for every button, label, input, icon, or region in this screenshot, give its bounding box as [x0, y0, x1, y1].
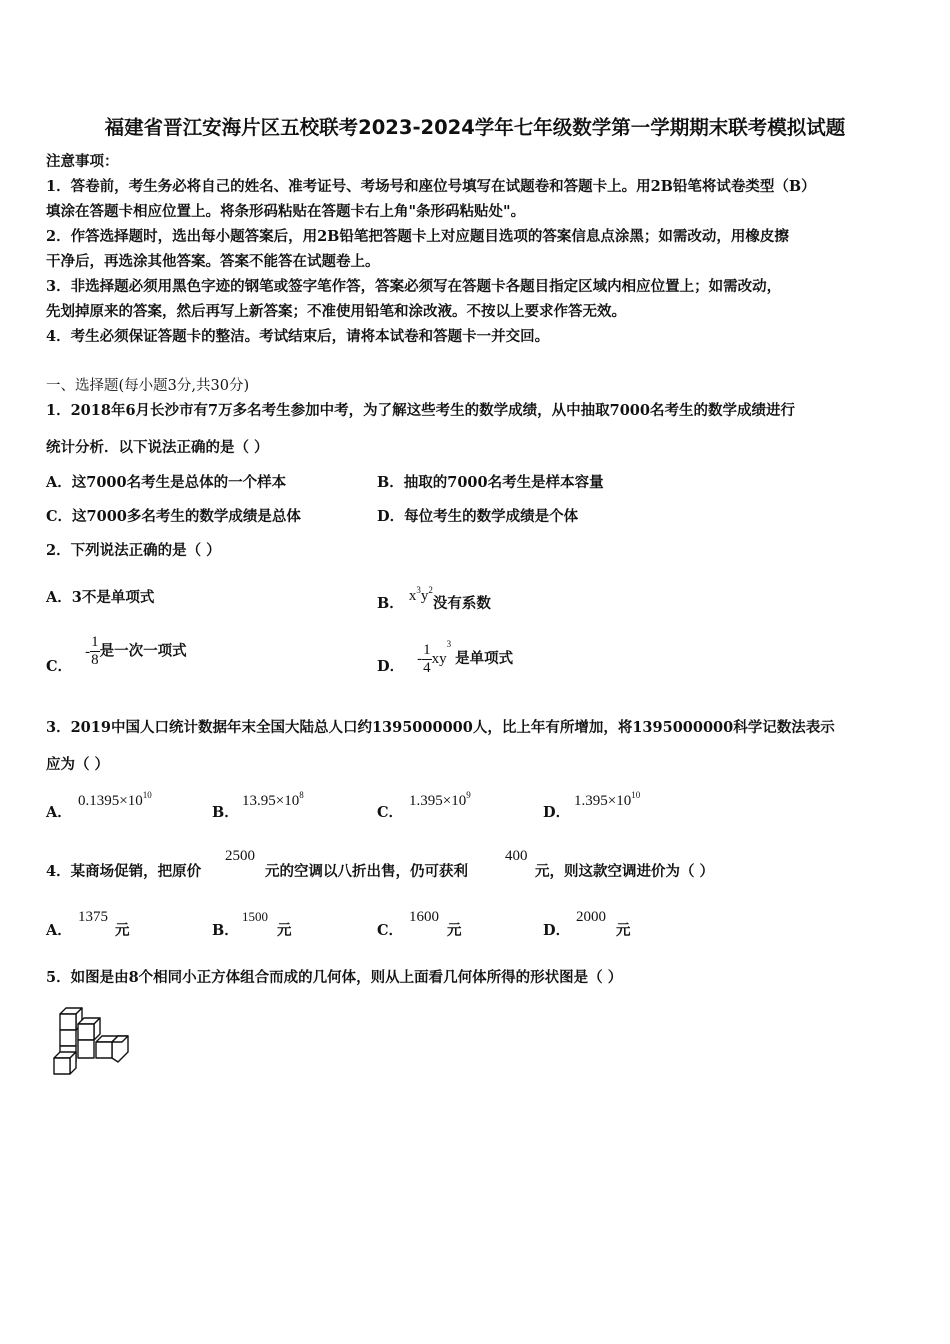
- q2-d-label: D．: [377, 658, 405, 675]
- cube-bottom-left-front: [54, 1058, 70, 1074]
- q3-c-value: [409, 790, 471, 810]
- q4-b-label: B．: [212, 922, 239, 939]
- q1-option-d: D．每位考生的数学成绩是个体: [377, 508, 579, 525]
- q4-stem-part-3: 元，则这款空调进价为（ ）: [535, 863, 715, 880]
- q2-c-sign: -: [85, 643, 91, 660]
- q3-b-exponent: 8: [299, 790, 304, 800]
- q2-b-text: 没有系数: [432, 595, 491, 612]
- q4-stem-part-2: 元的空调以八折出售，仍可获利: [265, 863, 468, 880]
- q2-b-y: y: [420, 588, 429, 604]
- q4-a-unit: 元: [115, 922, 130, 939]
- q2-b-x-exp: 3: [416, 585, 421, 595]
- cube-bottom-mid-front: [78, 1040, 94, 1058]
- q4-b-value: 1500: [242, 909, 268, 924]
- q2-c-fraction: [90, 634, 100, 669]
- cube-figure: [48, 1004, 134, 1078]
- q2-stem: 2．下列说法正确的是（ ）: [46, 542, 221, 559]
- q4-d-unit: 元: [616, 922, 631, 939]
- q2-a-text: 3不是单项式: [71, 589, 155, 606]
- q4-a-label: A．: [46, 922, 72, 939]
- q2-d-text: 是单项式: [455, 650, 514, 667]
- notice-line-4: 干净后，再选涂其他答案。答案不能答在试题卷上。: [46, 253, 380, 270]
- notice-heading: 注意事项：: [46, 153, 119, 170]
- q2-option-b: [377, 585, 491, 614]
- q4-b-unit: 元: [277, 922, 292, 939]
- q2-d-denominator: 4: [423, 659, 431, 676]
- q3-stem-2: 应为（ ）: [46, 756, 110, 773]
- q4-profit: 400: [505, 848, 528, 864]
- q4-a-value: 1375: [78, 909, 108, 925]
- q3-stem-1: 3．2019中国人口统计数据年末全国大陆总人口约1395000000人，比上年有所增加，将1395000000科学记数法表示: [46, 719, 835, 736]
- q3-b-mantissa: 13.95×10: [242, 793, 300, 809]
- q2-option-a: [46, 588, 154, 608]
- q4-stem-part-1: 4．某商场促销，把原价: [46, 863, 202, 880]
- q1-option-a: A．这7000名考生是总体的一个样本: [46, 474, 287, 491]
- cube-mid-right-front: [78, 1024, 94, 1040]
- q2-c-text: 是一次一项式: [99, 642, 187, 660]
- q1-stem-2: 统计分析．以下说法正确的是（ ）: [46, 439, 269, 456]
- q1-option-c: C．这7000多名考生的数学成绩是总体: [46, 508, 301, 525]
- q3-c-exponent: 9: [466, 790, 471, 800]
- q3-a-label: A．: [46, 804, 72, 821]
- notice-line-1: 1．答卷前，考生务必将自己的姓名、准考证号、考场号和座位号填写在试题卷和答题卡上。用2B铅笔将试卷类型（B）: [46, 178, 816, 195]
- q3-d-value: [574, 790, 640, 810]
- q1-stem-1: 1．2018年6月长沙市有7万多名考生参加中考，为了解这些考生的数学成绩，从中抽取7000名考生的数学成绩进行: [46, 402, 795, 419]
- q2-option-d: [377, 634, 513, 677]
- q3-b-label: B．: [212, 804, 239, 821]
- q2-b-y-exp: 2: [428, 585, 433, 595]
- q2-a-label: A．: [46, 589, 72, 606]
- q4-d-label: D．: [543, 922, 571, 939]
- q3-a-mantissa: 0.1395×10: [78, 793, 143, 809]
- q2-c-numerator: 1: [91, 634, 99, 650]
- q4-d-value: 2000: [576, 909, 606, 925]
- q4-price: 2500: [225, 848, 255, 864]
- q3-d-mantissa: 1.395×10: [574, 793, 632, 809]
- q2-d-exp: 3: [446, 639, 452, 649]
- q2-b-x: x: [408, 588, 417, 604]
- q1-option-b: B．抽取的7000名考生是样本容量: [377, 474, 604, 491]
- q4-c-unit: 元: [447, 922, 462, 939]
- q3-a-exponent: 10: [142, 790, 152, 800]
- q3-c-mantissa: 1.395×10: [409, 793, 467, 809]
- notice-line-5: 3．非选择题必须用黑色字迹的钢笔或签字笔作答，答案必须写在答题卡各题目指定区域内相应位置上；如需改动，: [46, 278, 782, 295]
- cube-mid-left-front: [60, 1030, 76, 1046]
- notice-line-7: 4．考生必须保证答题卡的整洁。考试结束后，请将本试卷和答题卡一并交回。: [46, 328, 550, 345]
- q2-d-numerator: 1: [423, 641, 431, 658]
- notice-line-3: 2．作答选择题时，选出每小题答案后，用2B铅笔把答题卡上对应题目选项的答案信息点涂黑；如需改动，用橡皮擦: [46, 228, 789, 245]
- q3-a-value: [78, 790, 152, 810]
- q3-d-exponent: 10: [631, 790, 641, 800]
- q5-stem: 5．如图是由8个相同小正方体组合而成的几何体，则从上面看几何体所得的形状图是（ ）: [46, 969, 623, 986]
- q3-b-value: [242, 790, 304, 810]
- q2-c-denominator: 8: [91, 652, 99, 668]
- notice-line-2: 填涂在答题卡相应位置上。将条形码粘贴在答题卡右上角"条形码粘贴处"。: [46, 203, 526, 220]
- q2-b-label: B．: [377, 595, 404, 612]
- cube-right-front: [96, 1042, 112, 1058]
- cube-top-front: [60, 1014, 76, 1030]
- q3-d-label: D．: [543, 804, 571, 821]
- q4-c-value: 1600: [409, 909, 439, 925]
- page-title: 福建省晋江安海片区五校联考2023-2024学年七年级数学第一学期期末联考模拟试题: [104, 116, 846, 139]
- q4-c-label: C．: [377, 922, 404, 939]
- q2-d-fraction: [422, 642, 432, 677]
- q2-b-expression: [408, 585, 433, 604]
- q2-c-label: C．: [46, 658, 73, 675]
- q2-option-c: [46, 634, 187, 677]
- notice-line-6: 先划掉原来的答案，然后再写上新答案；不准使用铅笔和涂改液。不按以上要求作答无效。: [46, 303, 626, 320]
- section-heading: 一、选择题(每小题3分,共30分): [46, 378, 250, 394]
- q2-d-xy: xy: [431, 651, 447, 667]
- q3-c-label: C．: [377, 804, 404, 821]
- q2-d-sign: -: [417, 651, 423, 667]
